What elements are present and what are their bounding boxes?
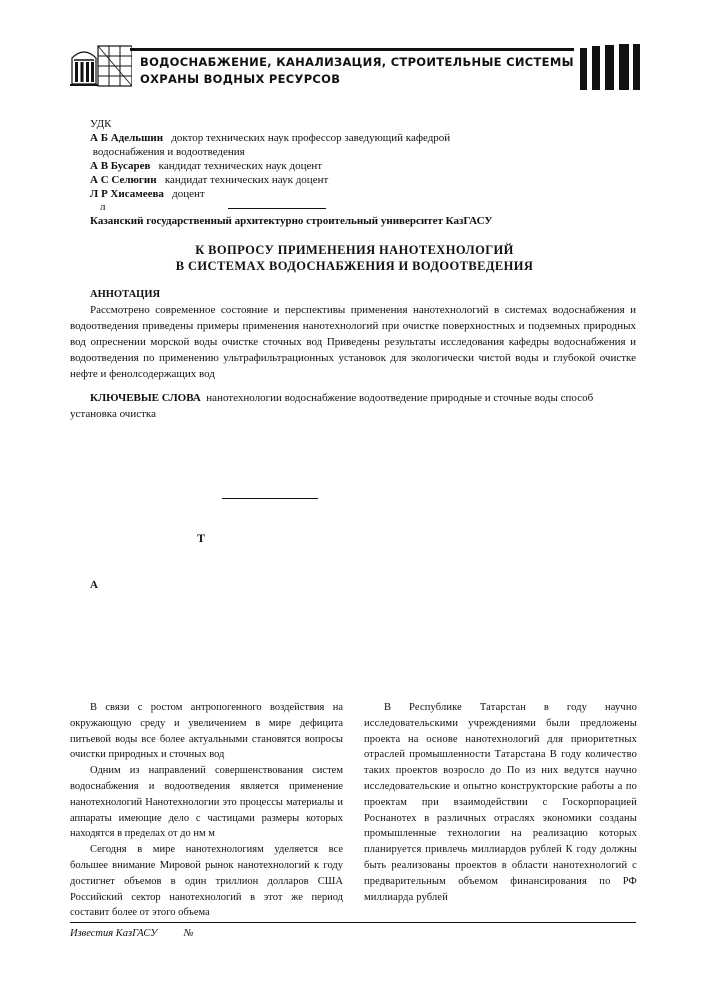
- author-name: А Б Адельшин: [90, 132, 164, 144]
- author-info: водоснабжения и водоотведения: [92, 146, 245, 158]
- article-title-line1: К ВОПРОСУ ПРИМЕНЕНИЯ НАНОТЕХНОЛОГИЙ: [195, 243, 514, 257]
- body-left-column: [70, 700, 343, 921]
- author-1-cont: [90, 145, 245, 159]
- author-info: кандидат технических наук доцент: [158, 160, 323, 172]
- author-2: [90, 159, 322, 173]
- letter-t: Т: [197, 531, 206, 545]
- author-4: [90, 187, 205, 201]
- author-info: кандидат технических наук доцент: [164, 174, 329, 186]
- annotation-text: Рассмотрено современное состояние и перспективы применения нанотехнологий в системах водоснабжения и водоотведения приведены примеры применения нанотехнологий при очистке поверхностных и подземных природных вод опреснении морской воды очистке сточных вод Приведены результаты исследования кафедры водоснабжения и водоотведения по применению ультрафильтрационных установок для экологически чистой воды и глубокой очистке нефте и фенолсодержащих вод: [70, 304, 636, 380]
- footer-journal: Известия КазГАСУ №: [70, 928, 194, 939]
- paragraph: Одним из направлений совершенствования систем водоснабжения и водоотведения является применение нанотехнологий Нанотехнологии это процессы материалы и аппараты имеющие дело с частицами размеры которых находятся в пределах от до нм м: [70, 765, 343, 840]
- article-title-line2: В СИСТЕМАХ ВОДОСНАБЖЕНИЯ И ВОДООТВЕДЕНИЯ: [175, 259, 534, 273]
- paragraph: Сегодня в мире нанотехнологиям уделяется все большее внимание Мировой рынок нанотехнологий к году достигнет объемов в один триллион долларов США Российский сектор нанотехнологий в этот же период составит более от этого объема: [70, 844, 343, 919]
- header-bars-icon: [580, 44, 640, 90]
- university: Казанский государственный архитектурно строительный университет КазГАСУ: [90, 215, 493, 227]
- author-name: А С Селюгин: [90, 174, 157, 186]
- author-name: А В Бусарев: [90, 160, 151, 172]
- keywords-text: нанотехнологии водоснабжение водоотведение природные и сточные воды способ установка очистка: [70, 392, 594, 420]
- email-label: л: [100, 201, 106, 213]
- journal-section-title: [140, 54, 580, 88]
- letter-a: А: [90, 579, 98, 591]
- udk-label: УДК: [90, 118, 112, 130]
- author-info: доцент: [172, 188, 205, 200]
- paragraph: В Республике Татарстан в году научно исследовательскими учреждениями были предложены проекта на основе нанотехнологий для приоритетных отраслей промышленности Татарстана В году количество таких проектов возросло до По из них ведутся научно исследовательские и опытно конструкторские работы а по проектам при взаимодействии с Госкорпорацией Роснанотех в различных отраслях экономики созданы промышленные технологии на реализацию которых планируется привлечь миллиардов рублей К году должны быть реализованы проектов в области нанотехнологий с предварительным объемом финансирования по РФ миллиарда рублей: [364, 702, 637, 903]
- keywords: [70, 390, 636, 422]
- footer-rule: [70, 922, 636, 923]
- author-info: доктор технических наук профессор заведующий кафедрой: [171, 132, 451, 144]
- email-underline: [228, 208, 326, 209]
- author-1: [90, 131, 450, 145]
- keywords-label: КЛЮЧЕВЫЕ СЛОВА: [90, 392, 201, 404]
- section-title-line2: ОХРАНЫ ВОДНЫХ РЕСУРСОВ: [140, 72, 341, 86]
- header-rule: [130, 48, 574, 51]
- body-right-column: [364, 700, 637, 905]
- journal-logo-icon: [70, 44, 132, 88]
- section-title-line1: ВОДОСНАБЖЕНИЕ, КАНАЛИЗАЦИЯ, СТРОИТЕЛЬНЫЕ СИСТЕМЫ: [140, 55, 574, 69]
- divider-line: [222, 498, 318, 499]
- paragraph: В связи с ростом антропогенного воздействия на окружающую среду и увеличением в мире дефицита питьевой воды все более актуальными становятся вопросы очистки природных и сточных вод: [70, 702, 343, 761]
- author-3: [90, 173, 328, 187]
- annotation-heading: АННОТАЦИЯ: [90, 289, 161, 300]
- author-name: Л Р Хисамеева: [90, 188, 164, 200]
